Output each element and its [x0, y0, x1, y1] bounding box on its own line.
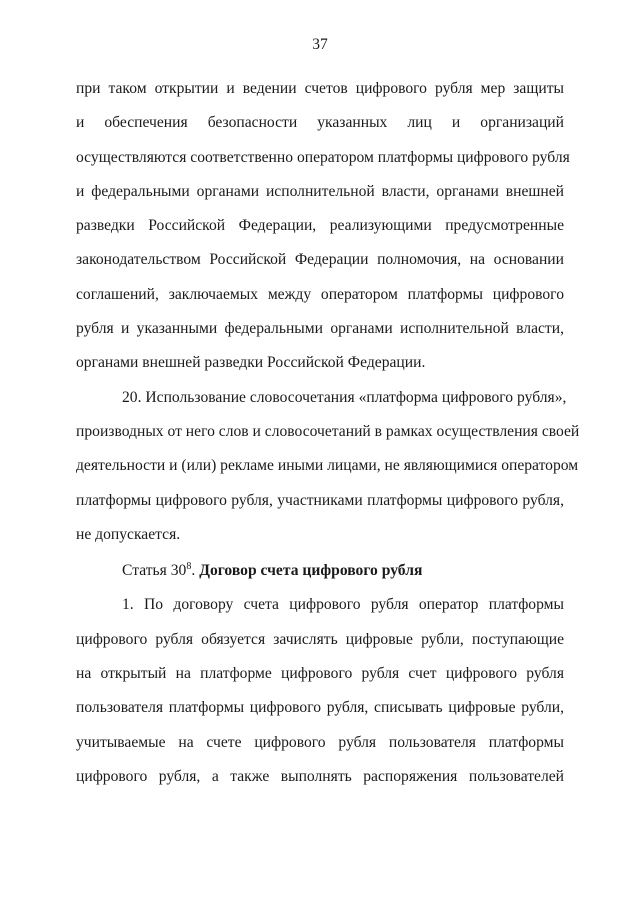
article-suffix: . — [191, 562, 196, 580]
paragraph-2 — [76, 381, 580, 552]
page-number: 37 — [312, 36, 328, 53]
paragraph-3 — [76, 588, 564, 794]
article-superscript: 8 — [186, 561, 192, 573]
text-line: законодательством Российской Федерации полномочия, на основании — [76, 251, 564, 269]
text-line: платформы цифрового рубля, участниками платформы цифрового рубля, — [76, 491, 564, 509]
article-heading — [76, 554, 564, 588]
text-line: соглашений, заключаемых между оператором платформы цифрового — [76, 285, 564, 303]
article-prefix: Статья 30 — [122, 562, 187, 580]
text-line: органами внешней разведки Российской Федерации. — [76, 354, 426, 372]
paragraph-1 — [76, 72, 570, 381]
text-line: 1. По договору счета цифрового рубля оператор платформы — [122, 596, 564, 614]
article-title: Договор счета цифрового рубля — [199, 562, 423, 580]
text-line: и федеральными органами исполнительной власти, органами внешней — [76, 182, 564, 200]
text-line: рубля и указанными федеральными органами исполнительной власти, — [76, 320, 564, 338]
text-line: на открытый на платформе цифрового рубля счет цифрового рубля — [76, 665, 564, 683]
text-line: осуществляются соответственно оператором платформы цифрового рубля — [76, 148, 570, 166]
text-line: производных от него слов и словосочетаний в рамках осуществления своей — [76, 422, 580, 440]
document-body — [76, 72, 580, 794]
text-line: цифрового рубля, а также выполнять распоряжения пользователей — [76, 767, 564, 785]
text-line: 20. Использование словосочетания «платформа цифрового рубля», — [122, 388, 567, 406]
text-line: деятельности и (или) рекламе иными лицами, не являющимися оператором — [76, 457, 579, 475]
text-line: и обеспечения безопасности указанных лиц и организаций — [76, 114, 564, 132]
text-line: не допускается. — [76, 525, 181, 543]
text-line: цифрового рубля обязуется зачислять цифровые рубли, поступающие — [76, 630, 564, 648]
text-line: при таком открытии и ведении счетов цифрового рубля мер защиты — [76, 80, 564, 97]
text-line: разведки Российской Федерации, реализующими предусмотренные — [76, 217, 564, 235]
text-line: учитываемые на счете цифрового рубля пользователя платформы — [76, 733, 564, 751]
text-line: пользователя платформы цифрового рубля, списывать цифровые рубли, — [76, 699, 564, 717]
